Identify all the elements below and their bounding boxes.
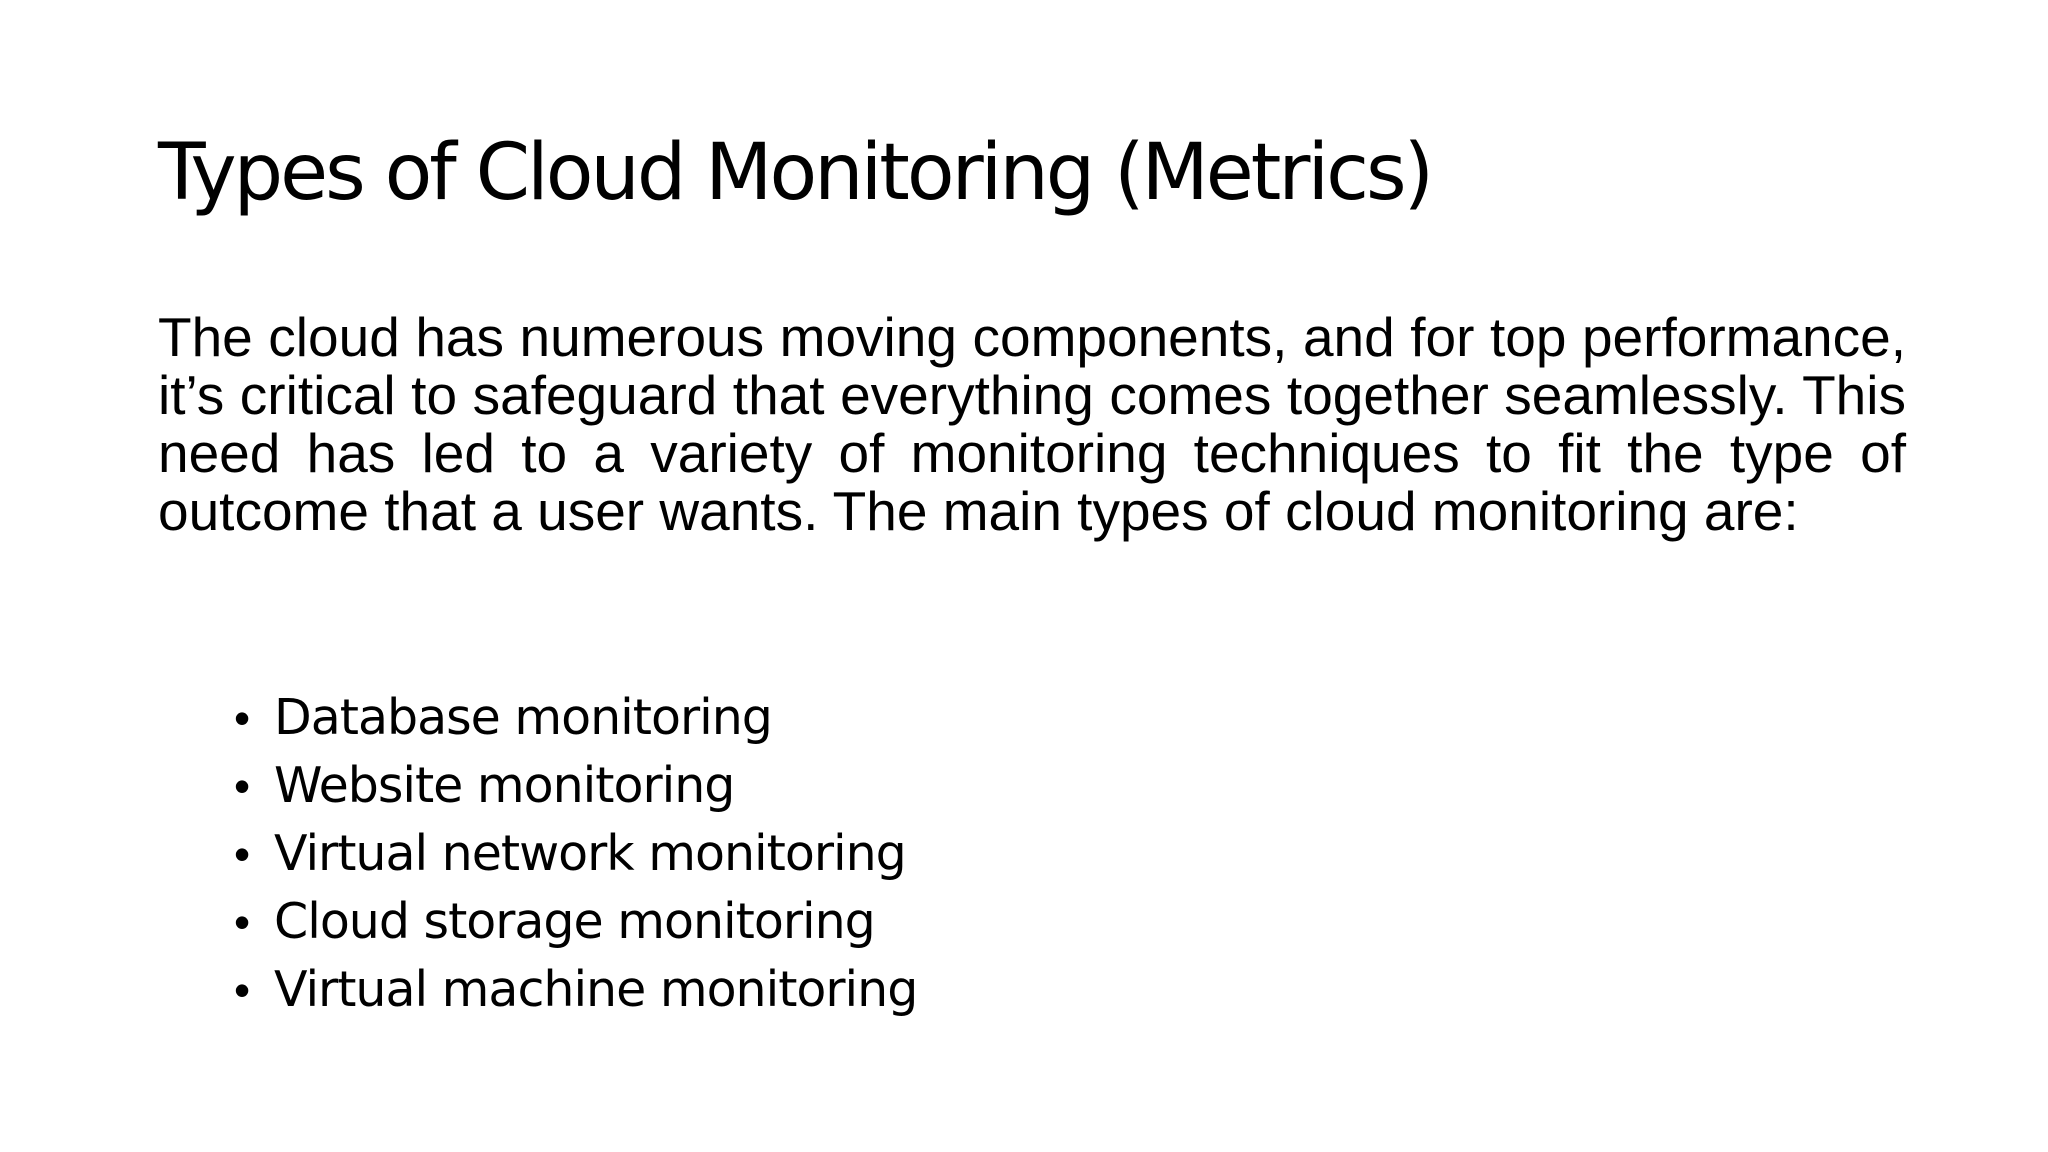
slide-body-text: The cloud has numerous moving components, and for top performance, it’s critical to safeguard that everything comes together seamlessly. This need has led to a variety of monitoring techniques to fit the type of outcome that a user wants. The main types of cloud monitoring are:: [158, 306, 1906, 542]
bullet-text: Cloud storage monitoring: [274, 893, 875, 950]
bullet-icon: •: [234, 896, 250, 948]
bullet-list: [234, 684, 917, 1024]
slide-title: Types of Cloud Monitoring (Metrics): [158, 128, 1432, 218]
bullet-icon: •: [234, 828, 250, 880]
bullet-item-virtual-network: [234, 820, 917, 888]
bullet-item-website: [234, 752, 917, 820]
bullet-item-cloud-storage: [234, 888, 917, 956]
bullet-icon: •: [234, 760, 250, 812]
bullet-text: Website monitoring: [274, 757, 735, 814]
bullet-icon: •: [234, 692, 250, 744]
bullet-item-virtual-machine: [234, 956, 917, 1024]
bullet-text: Virtual network monitoring: [274, 825, 906, 882]
bullet-icon: •: [234, 964, 250, 1016]
bullet-text: Virtual machine monitoring: [274, 961, 918, 1018]
bullet-item-database: [234, 684, 917, 752]
bullet-text: Database monitoring: [274, 689, 772, 746]
